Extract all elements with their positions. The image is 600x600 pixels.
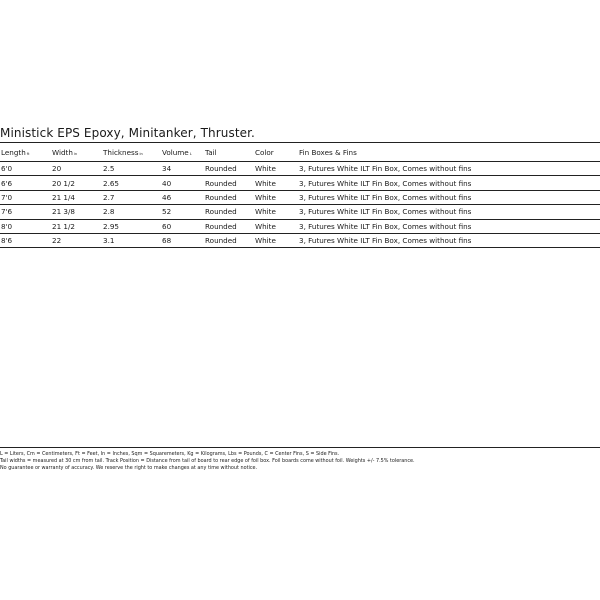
cell-color: White	[254, 205, 298, 219]
cell-tail: Rounded	[204, 205, 254, 219]
cell-color: White	[254, 219, 298, 233]
spec-table	[0, 142, 600, 248]
cell-color: White	[254, 190, 298, 204]
table-row	[0, 190, 600, 204]
cell-length: 8'0	[0, 219, 51, 233]
cell-volume: 40	[161, 176, 204, 190]
table-row	[0, 233, 600, 247]
cell-width: 22	[51, 233, 102, 247]
cell-tail: Rounded	[204, 233, 254, 247]
cell-volume: 60	[161, 219, 204, 233]
cell-width: 21 1/2	[51, 219, 102, 233]
cell-length: 6'0	[0, 162, 51, 176]
cell-fins: 3, Futures White ILT Fin Box, Comes without fins	[298, 205, 600, 219]
cell-thickness: 2.5	[102, 162, 161, 176]
cell-volume: 68	[161, 233, 204, 247]
cell-tail: Rounded	[204, 176, 254, 190]
cell-thickness: 2.8	[102, 205, 161, 219]
footnote-disclaimer: No guarantee or warranty of accuracy. We reserve the right to make changes at any time without notice.	[0, 465, 258, 472]
cell-width: 20 1/2	[51, 176, 102, 190]
cell-thickness: 2.95	[102, 219, 161, 233]
column-header-tail: Tail	[204, 143, 254, 162]
table-row	[0, 205, 600, 219]
cell-tail: Rounded	[204, 190, 254, 204]
footnote-legend: L = Liters, Cm = Centimeters, Ft = Feet, In = Inches, Sqm = Squaremeters, Kg = Kilograms, Lbs = Pounds, C = Center Fins, S = Side Fins.	[0, 451, 340, 457]
footnote-measurements: Tail widths = measured at 30 cm from tail. Track Position = Distance from tail of board to rear edge of foil box. Foil boards come without foil. Weights +/- 7.5% tolerance.	[0, 458, 415, 465]
cell-fins: 3, Futures White ILT Fin Box, Comes without fins	[298, 219, 600, 233]
table-row	[0, 162, 600, 176]
page-title: Ministick EPS Epoxy, Minitanker, Thruster.	[0, 126, 255, 140]
cell-width: 20	[51, 162, 102, 176]
cell-length: 8'6	[0, 233, 51, 247]
cell-color: White	[254, 233, 298, 247]
cell-length: 7'6	[0, 205, 51, 219]
column-header-color: Color	[254, 143, 298, 162]
cell-fins: 3, Futures White ILT Fin Box, Comes without fins	[298, 162, 600, 176]
footnotes	[0, 447, 600, 473]
cell-fins: 3, Futures White ILT Fin Box, Comes without fins	[298, 233, 600, 247]
cell-width: 21 1/4	[51, 190, 102, 204]
cell-width: 21 3/8	[51, 205, 102, 219]
cell-volume: 34	[161, 162, 204, 176]
cell-thickness: 3.1	[102, 233, 161, 247]
table-row	[0, 176, 600, 190]
cell-color: White	[254, 176, 298, 190]
table-header-row	[0, 143, 600, 162]
cell-thickness: 2.65	[102, 176, 161, 190]
cell-length: 7'0	[0, 190, 51, 204]
column-header-thickness: Thicknessin	[102, 143, 161, 162]
cell-tail: Rounded	[204, 219, 254, 233]
column-header-fins: Fin Boxes & Fins	[298, 143, 600, 162]
column-header-volume: VolumeL	[161, 143, 204, 162]
cell-volume: 52	[161, 205, 204, 219]
cell-fins: 3, Futures White ILT Fin Box, Comes without fins	[298, 190, 600, 204]
cell-tail: Rounded	[204, 162, 254, 176]
column-header-length: Lengthft	[0, 143, 51, 162]
cell-length: 6'6	[0, 176, 51, 190]
cell-thickness: 2.7	[102, 190, 161, 204]
cell-volume: 46	[161, 190, 204, 204]
cell-color: White	[254, 162, 298, 176]
cell-fins: 3, Futures White ILT Fin Box, Comes without fins	[298, 176, 600, 190]
table-row	[0, 219, 600, 233]
column-header-width: Widthin	[51, 143, 102, 162]
